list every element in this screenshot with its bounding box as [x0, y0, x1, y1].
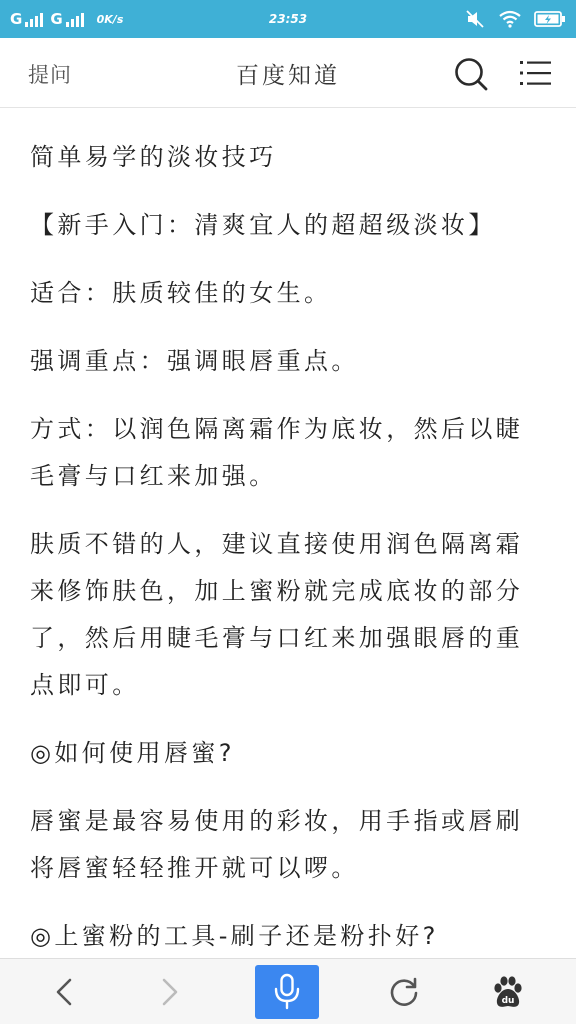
- answer-paragraph: 肤质不错的人，建议直接使用润色隔离霜来修饰肤色，加上蜜粉就完成底妆的部分了，然后用睫毛膏与口红来加强眼唇的重点即可。: [30, 530, 524, 699]
- status-time: 23:53: [268, 12, 308, 26]
- answer-paragraph: 【新手入门：清爽宜人的超超级淡妆】: [30, 211, 496, 239]
- home-badge-text: du: [501, 996, 515, 1006]
- answer-paragraph: ◎如何使用唇蜜?: [30, 739, 235, 767]
- carrier-label: G: [10, 10, 23, 28]
- signal-icon: [66, 11, 84, 27]
- refresh-button[interactable]: [376, 959, 432, 1024]
- app-header: [0, 38, 576, 108]
- network-speed: 0K/s: [96, 12, 124, 26]
- answer-paragraph: 简单易学的淡妆技巧: [30, 143, 277, 171]
- signal-icon: [25, 11, 43, 27]
- forward-icon: [158, 976, 182, 1008]
- page-title: 百度知道: [236, 63, 340, 89]
- ask-question-link[interactable]: 提问: [28, 63, 72, 87]
- forward-button[interactable]: [142, 959, 198, 1024]
- baidu-home-button[interactable]: [480, 959, 536, 1024]
- search-icon: [453, 56, 489, 92]
- answer-paragraph: 方式：以润色隔离霜作为底妆，然后以睫毛膏与口红来加强。: [30, 415, 524, 490]
- status-right: [466, 10, 566, 28]
- baidu-paw-icon: [491, 975, 525, 1009]
- back-icon: [52, 976, 76, 1008]
- menu-button[interactable]: [518, 58, 554, 88]
- refresh-icon: [388, 976, 420, 1008]
- status-bar: [0, 0, 576, 38]
- search-button[interactable]: [453, 56, 489, 92]
- menu-icon: [518, 58, 554, 88]
- answer-paragraph: 唇蜜是最容易使用的彩妆，用手指或唇刷将唇蜜轻轻推开就可以啰。: [30, 807, 524, 882]
- status-left: [10, 10, 240, 28]
- back-button[interactable]: [36, 959, 92, 1024]
- battery-charging-icon: [534, 10, 566, 28]
- mute-icon: [466, 10, 486, 28]
- wifi-icon: [498, 10, 522, 28]
- answer-content: [0, 108, 576, 958]
- voice-search-button[interactable]: [255, 965, 319, 1019]
- answer-paragraph: 强调重点：强调眼唇重点。: [30, 347, 359, 375]
- answer-paragraph: ◎上蜜粉的工具-刷子还是粉扑好?: [30, 922, 439, 950]
- answer-paragraph: 适合：肤质较佳的女生。: [30, 279, 332, 307]
- bottom-toolbar: [0, 958, 576, 1024]
- carrier-label: G: [50, 10, 63, 28]
- microphone-icon: [272, 973, 302, 1011]
